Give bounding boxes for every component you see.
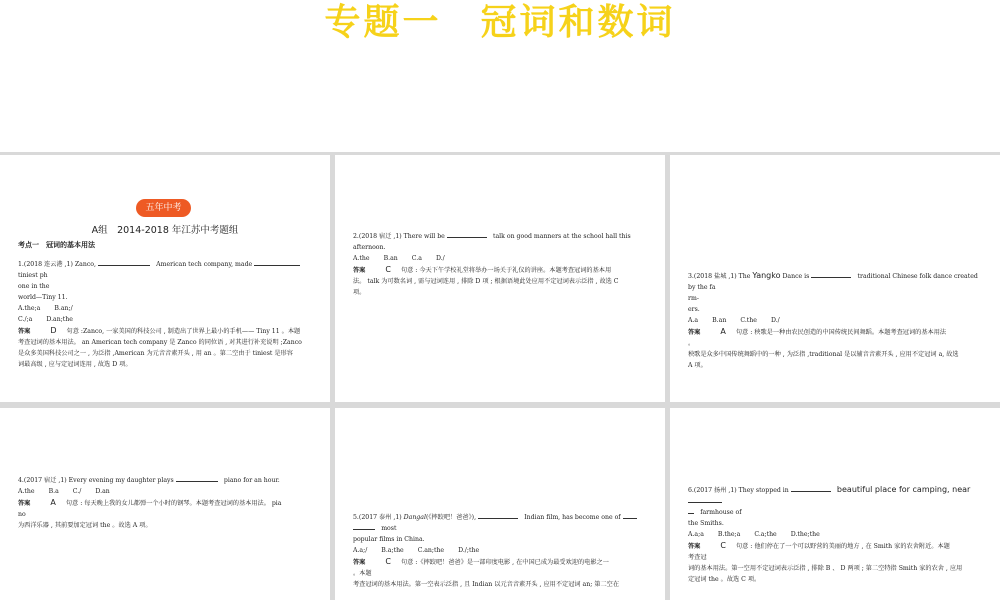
- answer-letter: D: [50, 326, 57, 335]
- group-title: A组 2014-2018 年江苏中考题组: [91, 225, 239, 236]
- answer-letter: C: [385, 557, 391, 566]
- answer-letter: A: [720, 327, 726, 336]
- title-banner: [0, 0, 1000, 152]
- question-4: 4.(2017 宿迁 ,1) Every evening my daughter plays piano for an hour. A.the B.a C./ D.an 答案 A 句意 : 每天晚上我的女儿都弹一个小时的钢琴。本题考查冠词的基本用法。 pia no 为西洋乐器 , 其前要加定冠词 the 。故选 A 项。: [18, 477, 282, 529]
- slide-card-5[interactable]: [335, 408, 665, 600]
- answer-letter: A: [50, 498, 56, 507]
- question-2: 2.(2018 宿迁 ,1) There will be talk on good manners at the school hall this afternoon. A.the B.an C.a D./ 答案 C 句意 : 今天下午学校礼堂将举办一场关于礼仪的讲座。本题考查冠词的基本用 法。 talk 为可数名词 , 需与冠词连用 , 排除 D 项 ; 根据语境此处应用不定冠词表示泛指 , 故选 C 项。: [353, 233, 631, 296]
- slide-card-4[interactable]: [0, 408, 330, 600]
- page-title: 专题一 冠词和数词: [324, 2, 676, 43]
- question-6: 6.(2017 扬州 ,1) They stopped in beautiful place for camping, near farmhouse of the Smiths. A.a;a B.the;a C.a;the D.the;the 答案 C 句意 : 他们停在了一个可以野营的美丽的地方 , 在 Smith 家的农舍附近。本题 考查冠 词的基本用法。第一空用不定冠词表示泛指 , 排除 B 、 D 两项 ; 第二空特指 Smith 家的农舍 , 应用 定冠词 the 。故选 C 项。: [688, 485, 971, 583]
- question-5: 5.(2017 泰州 ,1) Dangal(《摔跤吧！爸爸》), Indian film, has become one of most popular films in China. A.a;/ B.a;the C.an;the D./;the 答案 C 句意 :《摔跤吧！爸爸》是一部印度电影 , 在中国已成为最受欢迎的电影之一 。本题 考查冠词的基本用法。第一空表示泛指 , 且 Indian 以元音音素开头 , 应用不定冠词 an; 第二空在: [353, 512, 651, 590]
- question-3: 3.(2018 盐城 ,1) The Yangko Dance is traditional Chinese folk dance created by the fa rm- ers. A.a B.an C.the D./ 答案 A 句意 : 秧歌是一种由农民创造的中国传统民间舞蹈。本题考查冠词的基本用法 。 秧歌是众多中国传统舞蹈中的一种 , 为泛指 ,traditional 是以辅音音素开头 , 应用不定冠词 a, 故选 A 项。: [688, 271, 978, 369]
- slide-card-3[interactable]: [670, 155, 1000, 402]
- five-year-badge: 五年中考: [136, 199, 191, 217]
- slide-card-2[interactable]: [335, 155, 665, 402]
- question-1: 1.(2018 连云港 ,1) Zanco, American tech company, made tiniest ph one in the world—Tiny 11. A.the;a B.an;/ C./;a D.an;the 答案 D 句意 :Zanco, 一家美国的科技公司 , 制造出了世界上最小的手机—— Tiny 11 。本题 考查冠词的基本用法。 an American tech company 是 Zanco 的同位语 , 对其进行补充说明 ;Zanco 是众多美国科技公司之一 , 为泛指 ,American 为元音音素开头 , 用 an 。第二空由于 tiniest 是形容 词最高级 , 应与定冠词连用 , 故选 D 项。: [18, 261, 302, 368]
- slide-card-1[interactable]: [0, 155, 330, 402]
- slide-card-6[interactable]: [670, 408, 1000, 600]
- point-title: 考点一 冠词的基本用法: [18, 241, 95, 249]
- answer-letter: C: [720, 541, 726, 550]
- answer-letter: C: [385, 265, 391, 274]
